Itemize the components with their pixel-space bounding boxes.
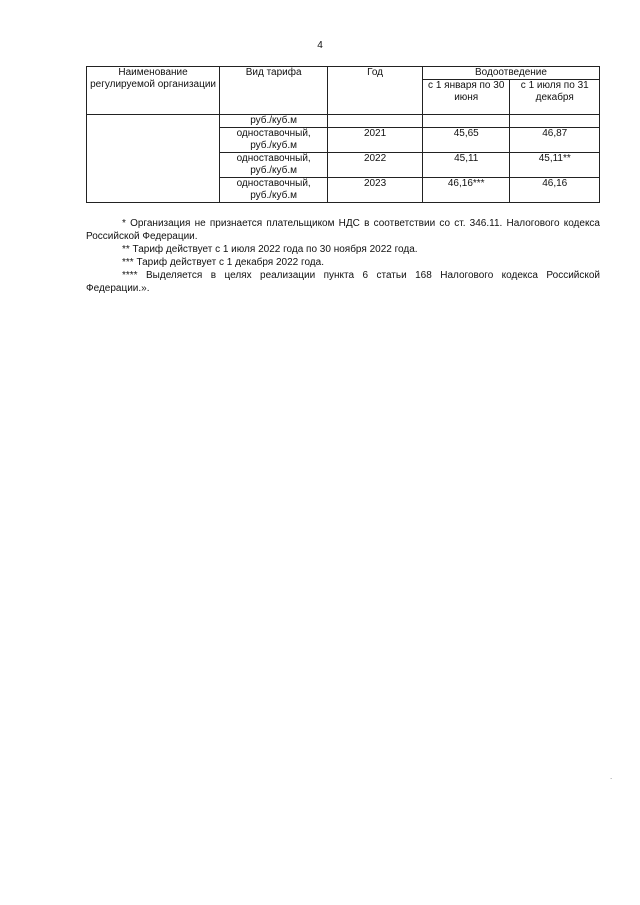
header-wastewater: Водоотведение (422, 67, 599, 80)
header-second-half: с 1 июля по 31 декабря (510, 80, 600, 115)
year-cell: 2023 (328, 178, 423, 203)
footnotes (86, 217, 600, 295)
second-half-cell: 45,11** (510, 153, 600, 178)
scan-mark: . (610, 772, 613, 781)
tariff-type-cell (220, 153, 328, 178)
year-cell: 2022 (328, 153, 423, 178)
second-half-cell: 46,87 (510, 128, 600, 153)
tariff-type-cell (220, 128, 328, 153)
table-header-row (87, 67, 600, 80)
tariff-unit-line: руб./куб.м (250, 190, 298, 201)
year-cell: 2021 (328, 128, 423, 153)
footnote-tariff-period: ** Тариф действует с 1 июля 2022 года по 30 ноября 2022 года. (122, 244, 418, 255)
footnote-vat-allocation: **** Выделяется в целях реализации пункта 6 статьи 168 Налогового кодекса Российской Федерации.». (86, 270, 600, 294)
page-number: 4 (317, 40, 323, 51)
tariff-type-cell: руб./куб.м (220, 115, 328, 128)
tariff-type-line: одноставочный, (236, 153, 311, 164)
second-half-cell: 46,16 (510, 178, 600, 203)
header-tariff-type: Вид тарифа (220, 67, 328, 115)
organization-cell (87, 115, 220, 203)
tariff-table (86, 66, 600, 203)
footnote-vat: * Организация не признается плательщиком НДС в соответствии со ст. 346.11. Налогового кодекса Российской Федерации. (86, 218, 600, 242)
first-half-cell: 45,11 (422, 153, 510, 178)
tariff-unit-line: руб./куб.м (250, 165, 298, 176)
first-half-cell (422, 115, 510, 128)
tariff-type-cell (220, 178, 328, 203)
tariff-type-line: одноставочный, (236, 128, 311, 139)
tariff-unit-line: руб./куб.м (250, 140, 298, 151)
header-organization: Наименование регулируемой организации (87, 67, 220, 115)
year-cell (328, 115, 423, 128)
second-half-cell (510, 115, 600, 128)
tariff-type-line: одноставочный, (236, 178, 311, 189)
first-half-cell: 46,16*** (422, 178, 510, 203)
header-first-half: с 1 января по 30 июня (422, 80, 510, 115)
footnote-tariff-start: *** Тариф действует с 1 декабря 2022 года. (122, 257, 324, 268)
header-year: Год (328, 67, 423, 115)
table-row (87, 115, 600, 128)
first-half-cell: 45,65 (422, 128, 510, 153)
